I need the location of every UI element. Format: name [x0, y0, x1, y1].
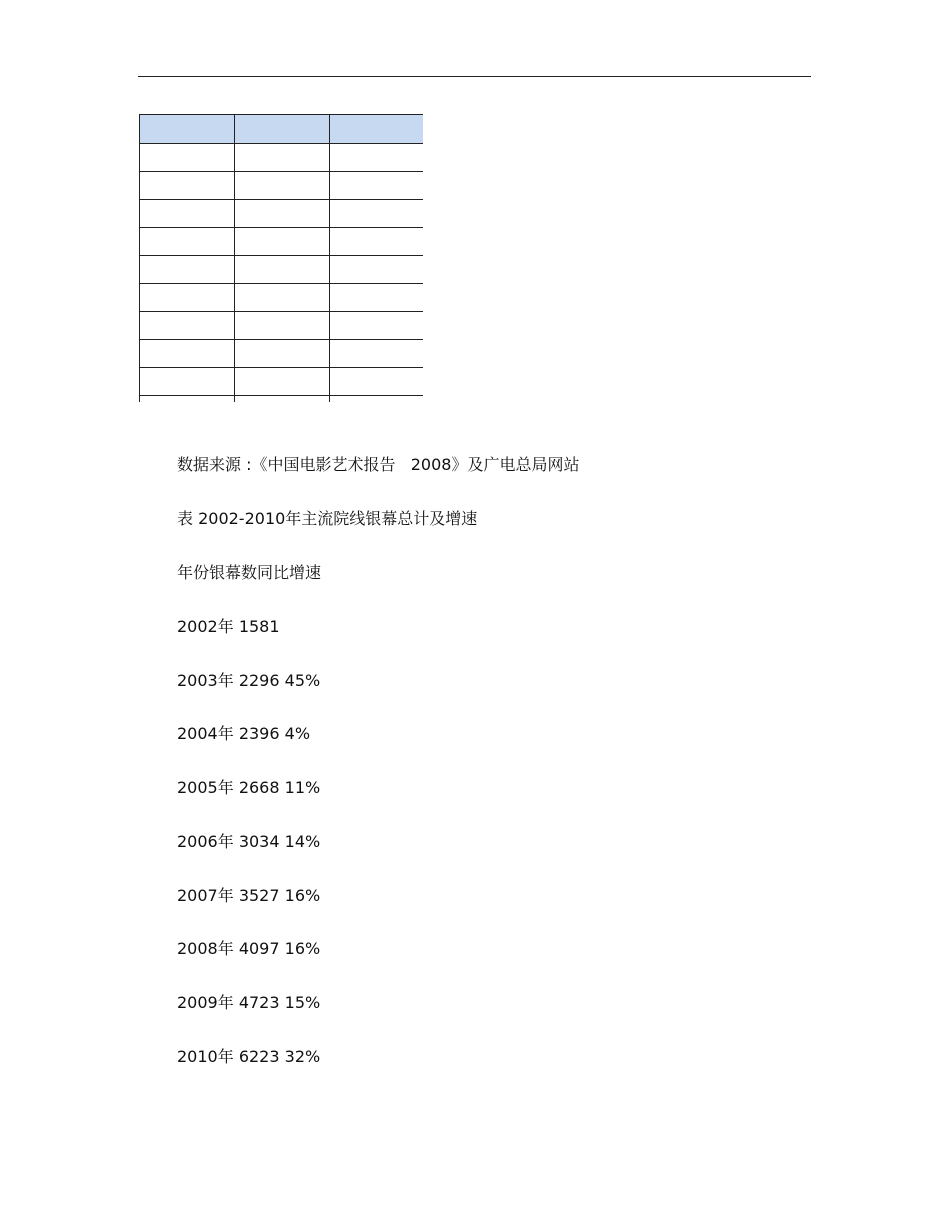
- grid-cell: [330, 172, 424, 200]
- year-row: [177, 1047, 320, 1067]
- screen-count: 4097: [233, 939, 280, 958]
- grid-cell: [140, 340, 235, 368]
- grid-cell: [140, 284, 235, 312]
- grid-cell: [140, 144, 235, 172]
- year-row: [177, 724, 310, 744]
- year-label: 2007年: [177, 886, 234, 905]
- grid-cell: [140, 256, 235, 284]
- grid-cell: [330, 368, 424, 396]
- grid-cell: [330, 396, 424, 403]
- grid-header-cell: [140, 115, 235, 144]
- grid-row: [140, 312, 424, 340]
- grid-row: [140, 144, 424, 172]
- grid-cell: [235, 312, 330, 340]
- grid-cell: [235, 284, 330, 312]
- year-row: [177, 617, 280, 637]
- growth-rate: 14%: [279, 832, 321, 851]
- data-source-line: 数据来源 :《中国电影艺术报告 2008》及广电总局网站: [177, 455, 580, 474]
- growth-rate: 45%: [279, 671, 321, 690]
- grid-row: [140, 340, 424, 368]
- grid-cell: [330, 312, 424, 340]
- grid-cell: [140, 396, 235, 403]
- grid-cell: [235, 256, 330, 284]
- screen-count: 6223: [233, 1047, 280, 1066]
- grid-cell: [235, 172, 330, 200]
- year-label: 2003年: [177, 671, 234, 690]
- grid-cell: [140, 312, 235, 340]
- grid-cell: [235, 228, 330, 256]
- year-row: [177, 939, 320, 959]
- screen-count: 4723: [233, 993, 280, 1012]
- year-row: [177, 778, 320, 798]
- grid-cell: [235, 340, 330, 368]
- grid-cell: [235, 368, 330, 396]
- grid-row: [140, 200, 424, 228]
- year-row: [177, 886, 320, 906]
- year-row: [177, 993, 320, 1013]
- grid-cell: [235, 200, 330, 228]
- grid-row: [140, 228, 424, 256]
- grid-row: [140, 368, 424, 396]
- grid-cell: [330, 340, 424, 368]
- growth-rate: 16%: [279, 886, 321, 905]
- year-row: [177, 671, 320, 691]
- grid-cell: [330, 256, 424, 284]
- grid-cell: [330, 284, 424, 312]
- screen-count: 1581: [233, 617, 280, 636]
- year-label: 2010年: [177, 1047, 234, 1066]
- screen-count: 2668: [233, 778, 280, 797]
- grid-cell: [330, 144, 424, 172]
- growth-rate: 32%: [279, 1047, 321, 1066]
- grid-row: [140, 172, 424, 200]
- year-label: 2009年: [177, 993, 234, 1012]
- grid-cell: [140, 200, 235, 228]
- grid-cell: [330, 228, 424, 256]
- empty-grid-table: [139, 114, 423, 402]
- year-label: 2004年: [177, 724, 234, 743]
- year-label: 2008年: [177, 939, 234, 958]
- growth-rate: 15%: [279, 993, 321, 1012]
- grid-header-cell: [235, 115, 330, 144]
- screen-count: 2396: [233, 724, 280, 743]
- growth-rate: 4%: [279, 724, 311, 743]
- grid-cell: [140, 172, 235, 200]
- grid-row: [140, 396, 424, 403]
- screen-count: 3527: [233, 886, 280, 905]
- grid-cell: [330, 200, 424, 228]
- grid-row: [140, 284, 424, 312]
- table-caption: 表 2002-2010年主流院线银幕总计及增速: [177, 509, 478, 528]
- year-label: 2005年: [177, 778, 234, 797]
- year-row: [177, 832, 320, 852]
- grid-cell: [235, 144, 330, 172]
- grid-cell: [235, 396, 330, 403]
- grid-header-cell: [330, 115, 424, 144]
- grid-cell: [140, 368, 235, 396]
- growth-rate: 16%: [279, 939, 321, 958]
- grid-header-row: [140, 115, 424, 144]
- column-header-line: 年份银幕数同比增速: [177, 563, 322, 582]
- screen-count: 3034: [233, 832, 280, 851]
- header-rule: [138, 76, 811, 77]
- growth-rate: 11%: [279, 778, 321, 797]
- year-label: 2002年: [177, 617, 234, 636]
- grid-cell: [140, 228, 235, 256]
- grid-row: [140, 256, 424, 284]
- year-label: 2006年: [177, 832, 234, 851]
- screen-count: 2296: [233, 671, 280, 690]
- grid-table: [139, 114, 423, 402]
